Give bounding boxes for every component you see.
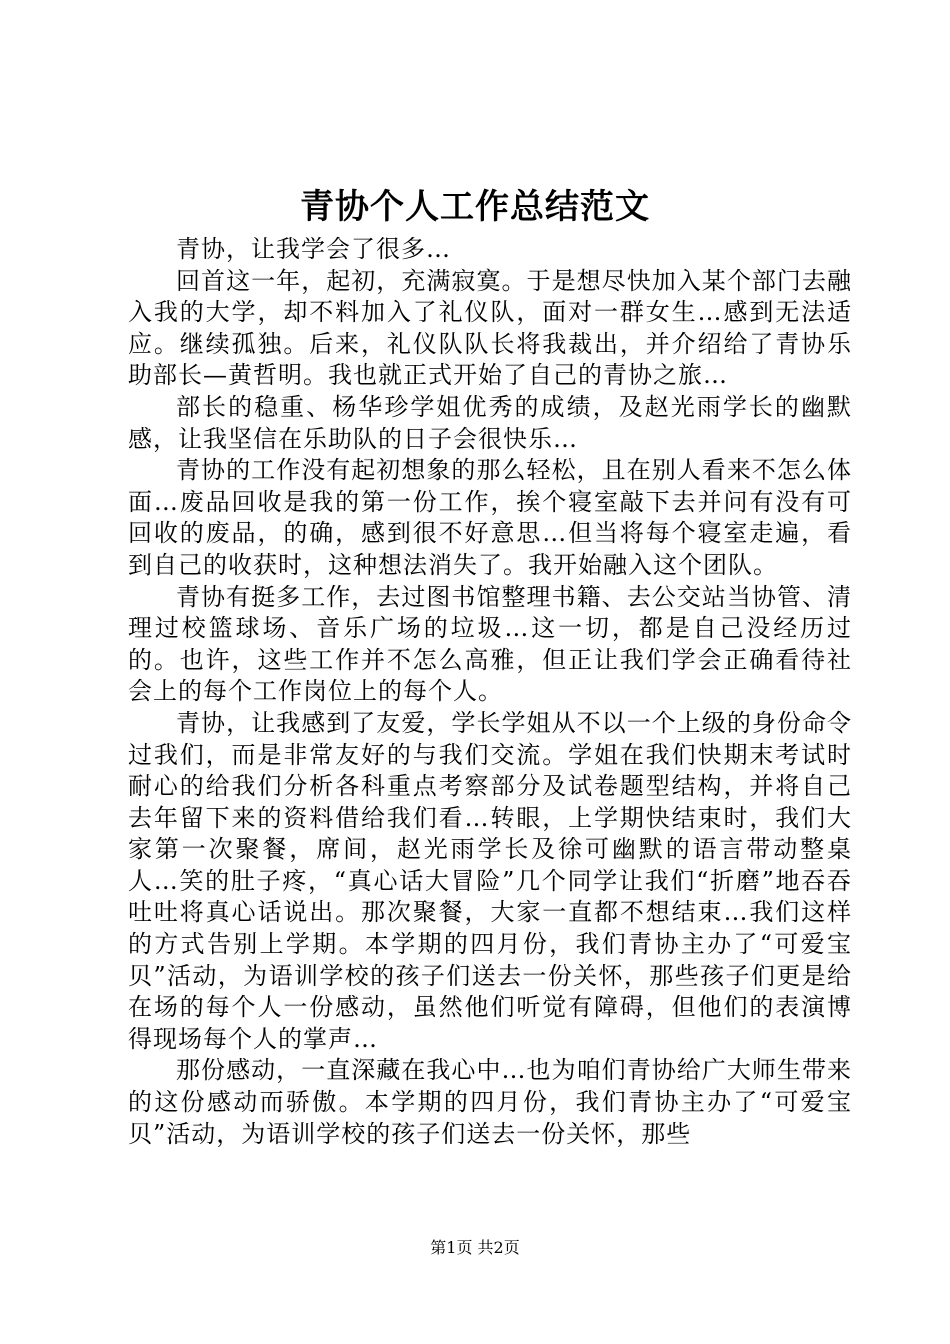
paragraph: 那份感动，一直深藏在我心中…也为咱们青协给广大师生带来的这份感动而骄傲。本学期的四月份，我们青协主办了“可爱宝贝”活动，为语训学校的孩子们送去一份关怀，那些 [128,1056,852,1148]
document-body [128,234,852,1150]
paragraph: 青协，让我学会了很多… [176,235,451,263]
paragraph: 回首这一年，起初，充满寂寞。于是想尽快加入某个部门去融入我的大学，却不料加入了礼仪队，面对一群女生…感到无法适应。继续孤独。后来，礼仪队队长将我裁出，并介绍给了青协乐助部长—黄哲明。我也就正式开始了自己的青协之旅… [128,266,852,390]
page-number-footer: 第1页 共2页 [430,1238,520,1257]
paragraph: 青协有挺多工作，去过图书馆整理书籍、去公交站当协管、清理过校篮球场、音乐广场的垃圾…这一切，都是自己没经历过的。也许，这些工作并不怎么高雅，但正让我们学会正确看待社会上的每个工作岗位上的每个人。 [128,582,852,706]
paragraph: 青协的工作没有起初想象的那么轻松，且在别人看来不怎么体面…废品回收是我的第一份工作，挨个寝室敲下去并问有没有可回收的废品，的确，感到很不好意思…但当将每个寝室走遍，看到自己的收获时，这种想法消失了。我开始融入这个团队。 [128,456,852,579]
document-title: 青协个人工作总结范文 [300,187,650,227]
paragraph: 青协，让我感到了友爱，学长学姐从不以一个上级的身份命令过我们，而是非常友好的与我们交流。学姐在我们快期末考试时耐心的给我们分析各科重点考察部分及试卷题型结构，并将自己去年留下来的资料借给我们看…转眼，上学期快结束时，我们大家第一次聚餐，席间，赵光雨学长及徐可幽默的语言带动整桌人…笑的肚子疼，“真心话大冒险”几个同学让我们“折磨”地吞吞吐吐将真心话说出。那次聚餐，大家一直都不想结束…我们这样的方式告别上学期。本学期的四月份，我们青协主办了“可爱宝贝”活动，为语训学校的孩子们送去一份关怀，那些孩子们更是给在场的每个人一份感动，虽然他们听觉有障碍，但他们的表演博得现场每个人的掌声… [128,708,852,1053]
paragraph: 部长的稳重、杨华珍学姐优秀的成绩，及赵光雨学长的幽默感，让我坚信在乐助队的日子会很快乐… [128,392,852,453]
